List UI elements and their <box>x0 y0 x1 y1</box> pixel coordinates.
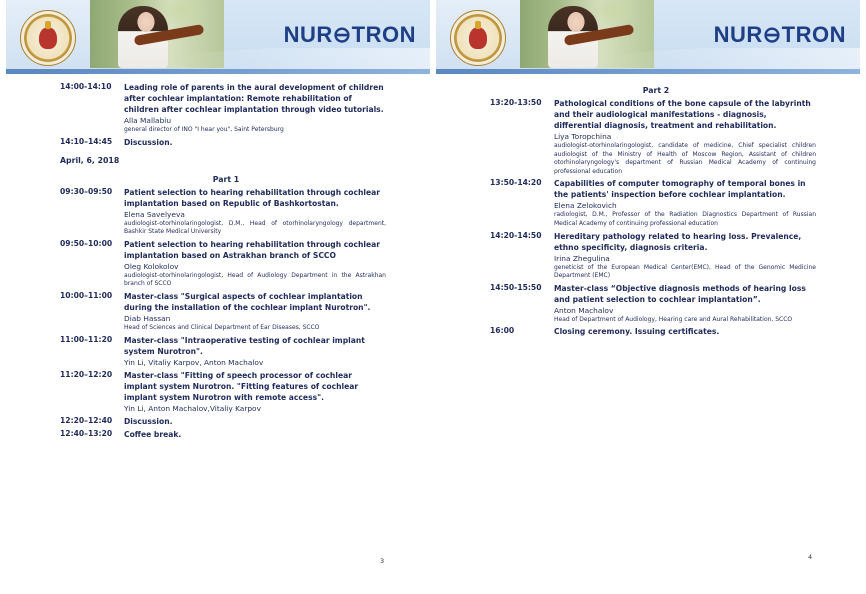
item-time: 10:00–11:00 <box>60 290 113 300</box>
item-title: Patient selection to hearing rehabilitation through cochlear implantation based on Astrakhan branch of SCCO <box>124 239 381 260</box>
item-time: 11:20–12:20 <box>60 369 113 379</box>
item-speaker-description: radiologist, D.M., Professor of the Radiation Diagnostics Department of Russian Medical Academy of continuing professional education <box>554 211 816 227</box>
schedule-item <box>60 291 386 333</box>
schedule-item <box>490 283 816 325</box>
page-number: 4 <box>808 553 813 561</box>
schedule-item <box>60 137 386 148</box>
item-time: 12:40–13:20 <box>60 428 113 438</box>
header-banner <box>6 0 430 74</box>
item-body <box>554 178 816 228</box>
center-seal-logo <box>20 10 76 66</box>
item-time: 12:20–12:40 <box>60 415 113 425</box>
center-seal-logo <box>450 10 506 66</box>
schedule-item <box>490 326 816 337</box>
item-speaker: Diab Hassan <box>124 313 171 323</box>
item-title: Master-class "Surgical aspects of cochlear implantation during the installation of the cochlear implant Nurotron". <box>124 291 371 312</box>
item-body <box>554 326 816 337</box>
item-speaker: Irina Zhegulina <box>554 253 610 263</box>
item-body <box>554 283 816 325</box>
schedule-item <box>60 187 386 237</box>
part-title: Part 2 <box>642 86 670 95</box>
schedule-item <box>60 239 386 289</box>
item-speaker: Elena Zelokovich <box>554 201 617 211</box>
item-speaker: Alla Mallabiu <box>124 116 172 125</box>
item-speaker-description: Head of Sciences and Clinical Department of Ear Diseases, SCCO <box>124 323 320 331</box>
item-title: Discussion. <box>124 137 173 147</box>
program-content <box>436 86 860 339</box>
item-speaker-description: audiologist-otorhinolaringologist, Head of Audiology Department in the Astrakhan branch of SCCO <box>124 271 386 288</box>
item-title: Discussion. <box>124 416 173 426</box>
schedule-item <box>60 335 386 368</box>
schedule-item <box>60 370 386 414</box>
item-time: 13:50-14:20 <box>490 178 542 188</box>
item-title: Capabilities of computer tomography of temporal bones in the patients' inspection before cochlear implantation. <box>554 179 806 200</box>
item-body <box>124 335 386 368</box>
item-title: Leading role of parents in the aural development of children after cochlear implantation: Remote rehabilitation of children after cochlear implantation through video tutorials. <box>124 83 384 114</box>
item-title: Patient selection to hearing rehabilitation through cochlear implantation based on Republic of Bashkortostan. <box>124 187 381 208</box>
item-body <box>124 370 386 414</box>
item-title: Coffee break. <box>124 429 182 439</box>
item-speaker-description: Head of Department of Audiology, Hearing care and Aural Rehabilitation, SCCO <box>554 315 793 323</box>
nurotron-logo: NUR⊖TRON <box>713 22 846 47</box>
page-4 <box>436 0 860 594</box>
schedule-item <box>60 416 386 427</box>
header-banner <box>436 0 860 74</box>
item-body <box>124 416 386 427</box>
schedule-item <box>490 178 816 228</box>
item-time: 13:20-13:50 <box>490 98 542 107</box>
page-number: 3 <box>380 557 385 565</box>
item-body <box>554 231 816 281</box>
item-speaker: Anton Machalov <box>554 305 614 315</box>
item-body <box>124 137 386 148</box>
item-title: Master-class "Fitting of speech processor of cochlear implant system Nurotron. "Fitting features of cochlear implant system Nurotron with remote access". <box>124 370 359 402</box>
item-title: Master-class “Objective diagnosis methods of hearing loss and patient selection to cochlear implantation”. <box>554 283 806 304</box>
item-title: Master-class "Intraoperative testing of cochlear implant system Nurotron". <box>124 335 365 356</box>
item-time: 14:00-14:10 <box>60 82 112 91</box>
item-time: 09:50–10:00 <box>60 238 113 248</box>
item-speaker: Yin Li, Vitaliy Karpov, Anton Machalov <box>124 357 264 367</box>
program-date: April, 6, 2018 <box>60 155 120 165</box>
item-time: 14:50-15:50 <box>490 282 542 292</box>
item-body <box>124 239 386 289</box>
nurotron-logo: NUR⊖TRON <box>283 22 416 47</box>
item-speaker-description: audiologist-otorhinolaringologist, D.M., Head of otorhinolaryngology department, Bashkir State Medical University <box>124 219 386 236</box>
schedule-item <box>60 82 386 135</box>
item-speaker-description: audiologist-otorhinolaringologist, candidate of medicine, Chief specialist children audiologist of the Ministry of Health of Moscow Region, Assistant of children otorhinolaryngology's department of Russian Medical Academy of continuing professional education <box>554 142 816 175</box>
item-time: 09:30–09:50 <box>60 186 113 196</box>
part-title: Part 1 <box>212 174 240 184</box>
item-time: 16:00 <box>490 326 515 336</box>
item-time: 14:20-14:50 <box>490 230 542 240</box>
item-body <box>124 82 386 135</box>
item-speaker-description: geneticist of the European Medical Center(EMC), Head of the Genomic Medicine Department (EMC) <box>554 263 816 280</box>
item-speaker: Elena Savelyeva <box>124 209 185 219</box>
item-time: 11:00–11:20 <box>60 334 113 344</box>
item-speaker-description: general director of INO "I hear you", Saint Petersburg <box>124 126 284 133</box>
schedule-item <box>490 98 816 176</box>
item-title: Pathological conditions of the bone capsule of the labyrinth and their audiological manifestations - diagnosis, differential diagnosis, treatment and rehabilitation. <box>554 99 811 130</box>
program-content <box>6 82 430 442</box>
item-speaker: Oleg Kolokolov <box>124 261 179 271</box>
schedule-item <box>490 231 816 281</box>
item-body <box>124 291 386 333</box>
item-title: Closing ceremony. Issuing certificates. <box>554 327 720 337</box>
page-3 <box>6 0 430 594</box>
item-body <box>124 187 386 237</box>
item-time: 14:10–14:45 <box>60 136 113 146</box>
item-body <box>124 429 386 440</box>
item-title: Hereditary pathology related to hearing loss. Prevalence, ethno specificity, diagnosis criteria. <box>554 231 802 252</box>
item-body <box>554 98 816 176</box>
item-speaker: Liya Toropchina <box>554 132 612 141</box>
schedule-item <box>60 429 386 440</box>
item-speaker: Yin Li, Anton Machalov,Vitaliy Karpov <box>124 403 261 413</box>
